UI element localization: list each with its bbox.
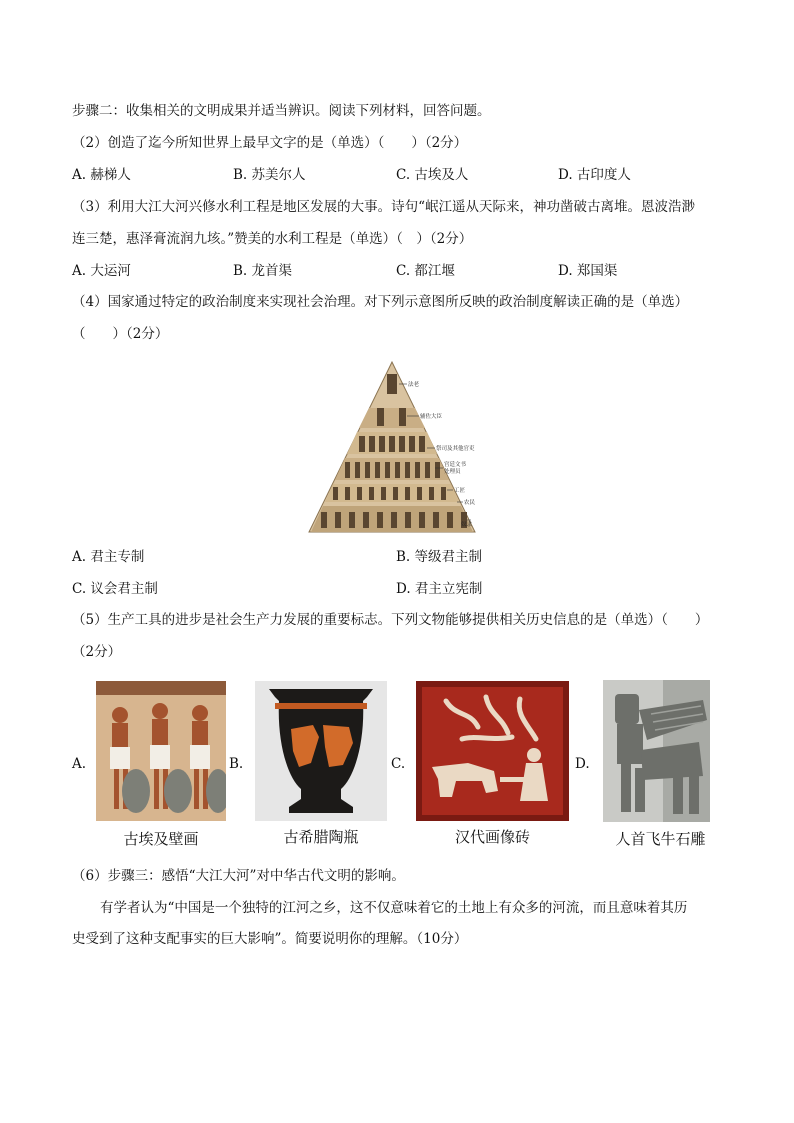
question-4-stem-line2: （ ）（2分）	[72, 326, 169, 342]
q3-option-b: B. 龙首渠	[233, 263, 293, 279]
lamassu-sculpture-image	[603, 680, 710, 822]
q2-option-b: B. 苏美尔人	[233, 167, 306, 183]
q2-option-d: D. 古印度人	[558, 167, 631, 183]
q4-option-c: C. 议会君主制	[72, 581, 158, 597]
pyramid-label-peasants: 农民	[464, 500, 476, 506]
pyramid-label-ministers: 辅佐大臣	[420, 414, 443, 420]
caption-greek-vase: 古希腊陶瓶	[283, 828, 359, 846]
question-3-stem-line1: （3）利用大江大河兴修水利工程是地区发展的大事。诗句“岷江遥从天际来，神功凿破古离堆。恩波浩渺	[72, 199, 695, 215]
social-hierarchy-pyramid-figure	[307, 360, 477, 534]
q4-option-a: A. 君主专制	[72, 549, 145, 565]
pyramid-label-handlers: 处理员	[444, 469, 461, 475]
step2-heading: 步骤二：收集相关的文明成果并适当辨识。阅读下列材料，回答问题。	[72, 103, 491, 119]
question-3-stem-line2: 连三楚，惠泽膏流润九垓。”赞美的水利工程是（单选）（ ）（2分）	[72, 231, 473, 247]
pyramid-label-slaves: 奴隶	[461, 522, 473, 528]
caption-egyptian-mural: 古埃及壁画	[123, 830, 199, 848]
pyramid-label-scribes: 宫廷文书	[444, 462, 467, 468]
question-6-paragraph-line1: 有学者认为“中国是一个独特的江河之乡，这不仅意味着它的土地上有众多的河流，而且意味着其历	[100, 900, 688, 916]
q3-option-c: C. 都江堰	[396, 263, 455, 279]
pyramid-label-artisans: 工匠	[454, 488, 466, 494]
egyptian-mural-image	[96, 681, 226, 821]
greek-vase-image	[255, 681, 387, 821]
q5-option-c-letter: C.	[391, 756, 406, 772]
q3-option-a: A. 大运河	[72, 263, 131, 279]
caption-lamassu: 人首飞牛石雕	[615, 830, 706, 848]
pyramid-label-pharaoh: 法老	[408, 382, 420, 388]
q2-option-c: C. 古埃及人	[396, 167, 469, 183]
q4-option-b: B. 等级君主制	[396, 549, 483, 565]
question-6-stem: （6）步骤三：感悟“大江大河”对中华古代文明的影响。	[72, 868, 405, 884]
question-5-stem-line1: （5）生产工具的进步是社会生产力发展的重要标志。下列文物能够提供相关历史信息的是（单选）（ ）	[72, 612, 709, 628]
q2-option-a: A. 赫梯人	[72, 167, 131, 183]
question-5-stem-line2: （2分）	[72, 644, 122, 660]
q5-option-b-letter: B.	[229, 756, 244, 772]
question-2-stem: （2）创造了迄今所知世界上最早文字的是（单选）（ ）（2分）	[72, 135, 468, 151]
q4-option-d: D. 君主立宪制	[396, 581, 483, 597]
q5-option-a-letter: A.	[72, 756, 87, 772]
q3-option-d: D. 郑国渠	[558, 263, 618, 279]
han-brick-image	[416, 681, 569, 821]
question-4-stem-line1: （4）国家通过特定的政治制度来实现社会治理。对下列示意图所反映的政治制度解读正确的是（单选）	[72, 294, 689, 310]
question-6-paragraph-line2: 史受到了这种支配事实的巨大影响”。简要说明你的理解。（10分）	[72, 931, 468, 947]
q5-option-d-letter: D.	[575, 756, 590, 772]
pyramid-label-priests: 祭司及其他官吏	[436, 446, 475, 452]
caption-han-brick: 汉代画像砖	[454, 828, 530, 846]
